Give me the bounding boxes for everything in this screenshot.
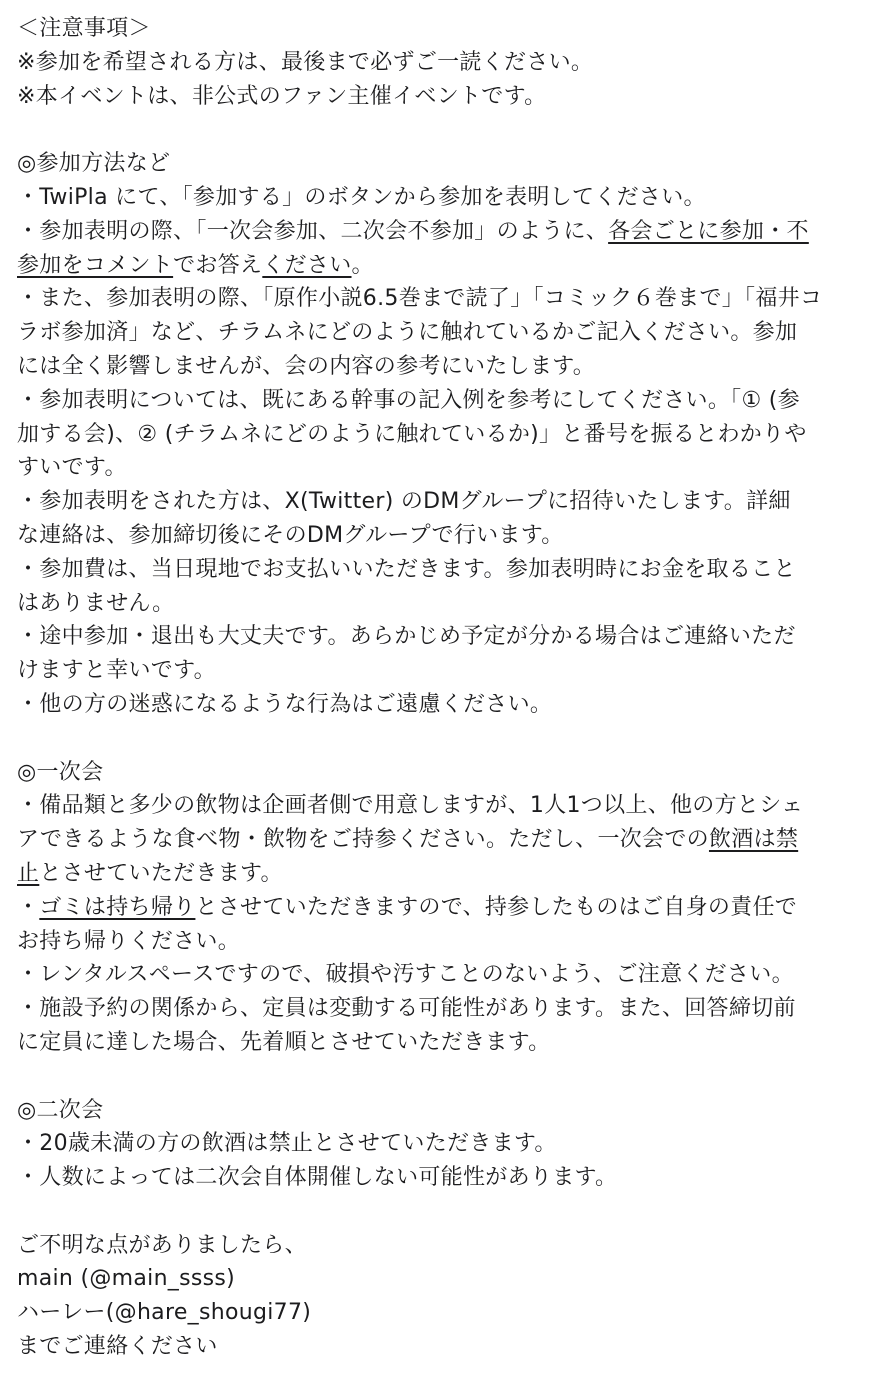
notice-intro-line: ※参加を希望される方は、最後まで必ずご一読ください。 [17, 49, 594, 75]
first-party-text: とさせていただきますので、持参したものはご自身の責任で [195, 894, 798, 920]
second-party-line: ・20歳未満の方の飲酒は禁止とさせていただきます。 [17, 1131, 557, 1157]
first-party-line [17, 823, 871, 857]
first-party-line: に定員に達した場合、先着順とさせていただきます。 [17, 1029, 551, 1055]
first-party-line [17, 857, 871, 891]
method-line: ラボ参加済」など、チラムネにどのように触れているかご記入ください。参加 [17, 320, 798, 346]
underlined-text: 参加をコメント [17, 252, 174, 278]
method-line: ・途中参加・退出も大丈夫です。あらかじめ予定が分かる場合はご連絡いただ [17, 624, 796, 650]
method-text: ・参加表明の際、「一次会参加、二次会不参加」のように、 [17, 218, 609, 244]
contact-line: までご連絡ください [17, 1334, 218, 1360]
first-party-line [17, 891, 871, 925]
first-party-text: とさせていただきます。 [39, 860, 283, 886]
paragraph-gap [17, 113, 871, 147]
contact-handle-main: main (@main_ssss) [17, 1266, 236, 1292]
method-line: ・参加表明をされた方は、X(Twitter) のDMグループに招待いたします。詳細 [17, 489, 791, 515]
first-party-text: ・ [17, 894, 40, 920]
underlined-text: ください [262, 252, 352, 278]
first-party-line: ・施設予約の関係から、定員は変動する可能性があります。また、回答締切前 [17, 996, 796, 1022]
method-line: には全く影響しませんが、会の内容の参考にいたします。 [17, 353, 596, 379]
paragraph-gap [17, 722, 871, 756]
second-party-line: ・人数によっては二次会自体開催しない可能性があります。 [17, 1165, 618, 1191]
method-text: 。 [351, 252, 374, 278]
method-line [17, 215, 871, 249]
method-line [17, 249, 871, 283]
notice-intro-line: ※本イベントは、非公式のファン主催イベントです。 [17, 83, 547, 109]
first-party-line: お持ち帰りください。 [17, 928, 241, 954]
method-line: な連絡は、参加締切後にそのDMグループで行います。 [17, 522, 564, 548]
first-party-line: ・備品類と多少の飲物は企画者側で用意しますが、1人1つ以上、他の方とシェ [17, 793, 804, 819]
method-line: けますと幸いです。 [17, 658, 216, 684]
underlined-text: 止 [17, 860, 40, 886]
method-line: ・他の方の迷惑になるような行為はご遠慮ください。 [17, 691, 553, 717]
method-line: ・TwiPla にて、「参加する」のボタンから参加を表明してください。 [17, 184, 706, 210]
method-heading: ◎参加方法など [17, 151, 171, 177]
contact-handle-harley: ハーレー(@hare_shougi77) [17, 1300, 312, 1326]
underlined-text: 飲酒は禁 [708, 827, 799, 853]
method-text: でお答え [173, 252, 263, 278]
contact-line: ご不明な点がありましたら、 [17, 1232, 307, 1258]
underlined-text: ゴミは持ち帰り [39, 894, 196, 920]
method-line: 加する会)、② (チラムネにどのように触れているか)」と番号を振るとわかりや [17, 421, 807, 447]
method-line: ・参加表明については、既にある幹事の記入例を参考にしてください。「① (参 [17, 387, 800, 413]
method-line: ・参加費は、当日現地でお支払いいただきます。参加表明時にお金を取ること [17, 556, 796, 582]
underlined-text: 各会ごとに参加・不 [608, 218, 809, 244]
first-party-text: アできるような食べ物・飲物をご持参ください。ただし、一次会での [17, 827, 709, 853]
notice-document [17, 12, 871, 1364]
paragraph-gap [17, 1060, 871, 1094]
first-party-line: ・レンタルスペースですので、破損や汚すことのないよう、ご注意ください。 [17, 962, 794, 988]
notice-heading: ＜注意事項＞ [17, 16, 151, 41]
second-party-heading: ◎二次会 [17, 1097, 104, 1123]
paragraph-gap [17, 1195, 871, 1229]
method-line: ・また、参加表明の際、「原作小説6.5巻まで読了」「コミック６巻まで」「福井コ [17, 286, 823, 312]
first-party-heading: ◎一次会 [17, 759, 104, 785]
method-line: はありません。 [17, 590, 175, 616]
method-line: すいです。 [17, 455, 127, 481]
